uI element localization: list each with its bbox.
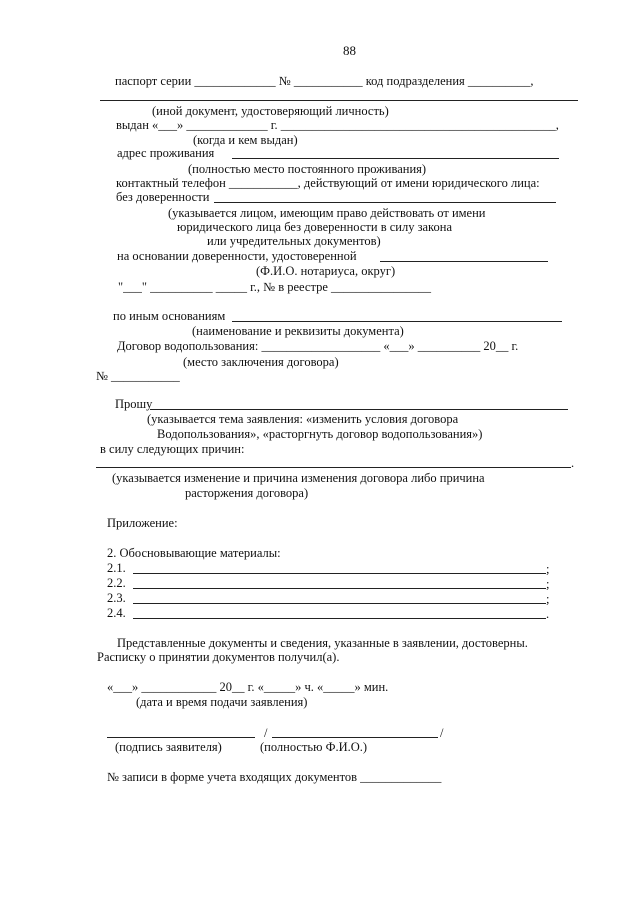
- page-number: 88: [343, 43, 356, 58]
- fill-line[interactable]: [232, 158, 559, 159]
- form-caption: (дата и время подачи заявления): [136, 695, 308, 709]
- line-end-punct: ;: [546, 577, 550, 591]
- fill-line[interactable]: [96, 467, 571, 468]
- form-line: № ___________: [96, 369, 180, 383]
- line-end-punct: .: [546, 607, 550, 621]
- form-line: "___" __________ _____ г., № в реестре ________________: [118, 280, 431, 294]
- line-end-punct: .: [571, 456, 575, 470]
- materials-heading: 2. Обосновывающие материалы:: [107, 546, 281, 560]
- item-label: 2.2.: [107, 576, 126, 590]
- form-line: без доверенности: [116, 190, 210, 204]
- item-label: 2.3.: [107, 591, 126, 605]
- form-caption: юридического лица без доверенности в силу закона: [177, 220, 452, 234]
- fill-line[interactable]: [133, 573, 546, 574]
- fill-line[interactable]: [150, 409, 568, 410]
- form-caption: (когда и кем выдан): [193, 133, 298, 147]
- line-end-punct: ;: [546, 592, 550, 606]
- form-line: в силу следующих причин:: [100, 442, 245, 456]
- fill-line[interactable]: [133, 588, 546, 589]
- fill-line[interactable]: [100, 100, 578, 101]
- fill-line[interactable]: [232, 321, 562, 322]
- form-line: на основании доверенности, удостоверенной: [117, 249, 357, 263]
- separator-slash: /: [440, 726, 444, 740]
- form-caption: или учредительных документов): [207, 234, 381, 248]
- item-label: 2.1.: [107, 561, 126, 575]
- signature-caption: (подпись заявителя): [115, 740, 222, 754]
- date-time-line: «___» ____________ 20__ г. «_____» ч. «_____» мин.: [107, 680, 389, 694]
- form-caption: Водопользования», «расторгнуть договор водопользования»): [157, 427, 483, 441]
- form-caption: (указывается тема заявления: «изменить условия договора: [147, 412, 459, 426]
- form-line: Прошу: [115, 397, 153, 411]
- line-end-punct: ;: [546, 562, 550, 576]
- fill-line[interactable]: [380, 261, 548, 262]
- form-caption: (иной документ, удостоверяющий личность): [152, 104, 389, 118]
- form-caption: (полностью место постоянного проживания): [188, 162, 427, 176]
- fill-line[interactable]: [133, 603, 546, 604]
- name-caption: (полностью Ф.И.О.): [260, 740, 368, 754]
- form-line: паспорт серии _____________ № ___________ код подразделения __________,: [115, 74, 534, 88]
- registry-line: № записи в форме учета входящих документов _____________: [107, 770, 442, 784]
- form-caption: (место заключения договора): [183, 355, 339, 369]
- attachments-heading: Приложение:: [107, 516, 178, 530]
- certification-text: Представленные документы и сведения, указанные в заявлении, достоверны.: [117, 636, 528, 650]
- receipt-text: Расписку о принятии документов получил(а).: [97, 650, 340, 664]
- name-line[interactable]: [272, 737, 438, 738]
- form-line: выдан «___» _____________ г. ____________________________________________,: [116, 118, 559, 132]
- form-caption: (Ф.И.О. нотариуса, округ): [256, 264, 396, 278]
- form-line: контактный телефон ___________, действующий от имени юридического лица:: [116, 176, 540, 190]
- item-label: 2.4.: [107, 606, 126, 620]
- signature-line[interactable]: [107, 737, 255, 738]
- form-line: адрес проживания: [117, 146, 215, 160]
- fill-line[interactable]: [133, 618, 546, 619]
- form-line: по иным основаниям: [113, 309, 226, 323]
- form-caption: расторжения договора): [185, 486, 309, 500]
- separator-slash: /: [264, 726, 268, 740]
- form-caption: (указывается изменение и причина изменения договора либо причина: [112, 471, 485, 485]
- form-line: Договор водопользования: ___________________ «___» __________ 20__ г.: [117, 339, 519, 353]
- fill-line[interactable]: [214, 202, 556, 203]
- form-caption: (указывается лицом, имеющим право действовать от имени: [168, 206, 486, 220]
- form-caption: (наименование и реквизиты документа): [192, 324, 404, 338]
